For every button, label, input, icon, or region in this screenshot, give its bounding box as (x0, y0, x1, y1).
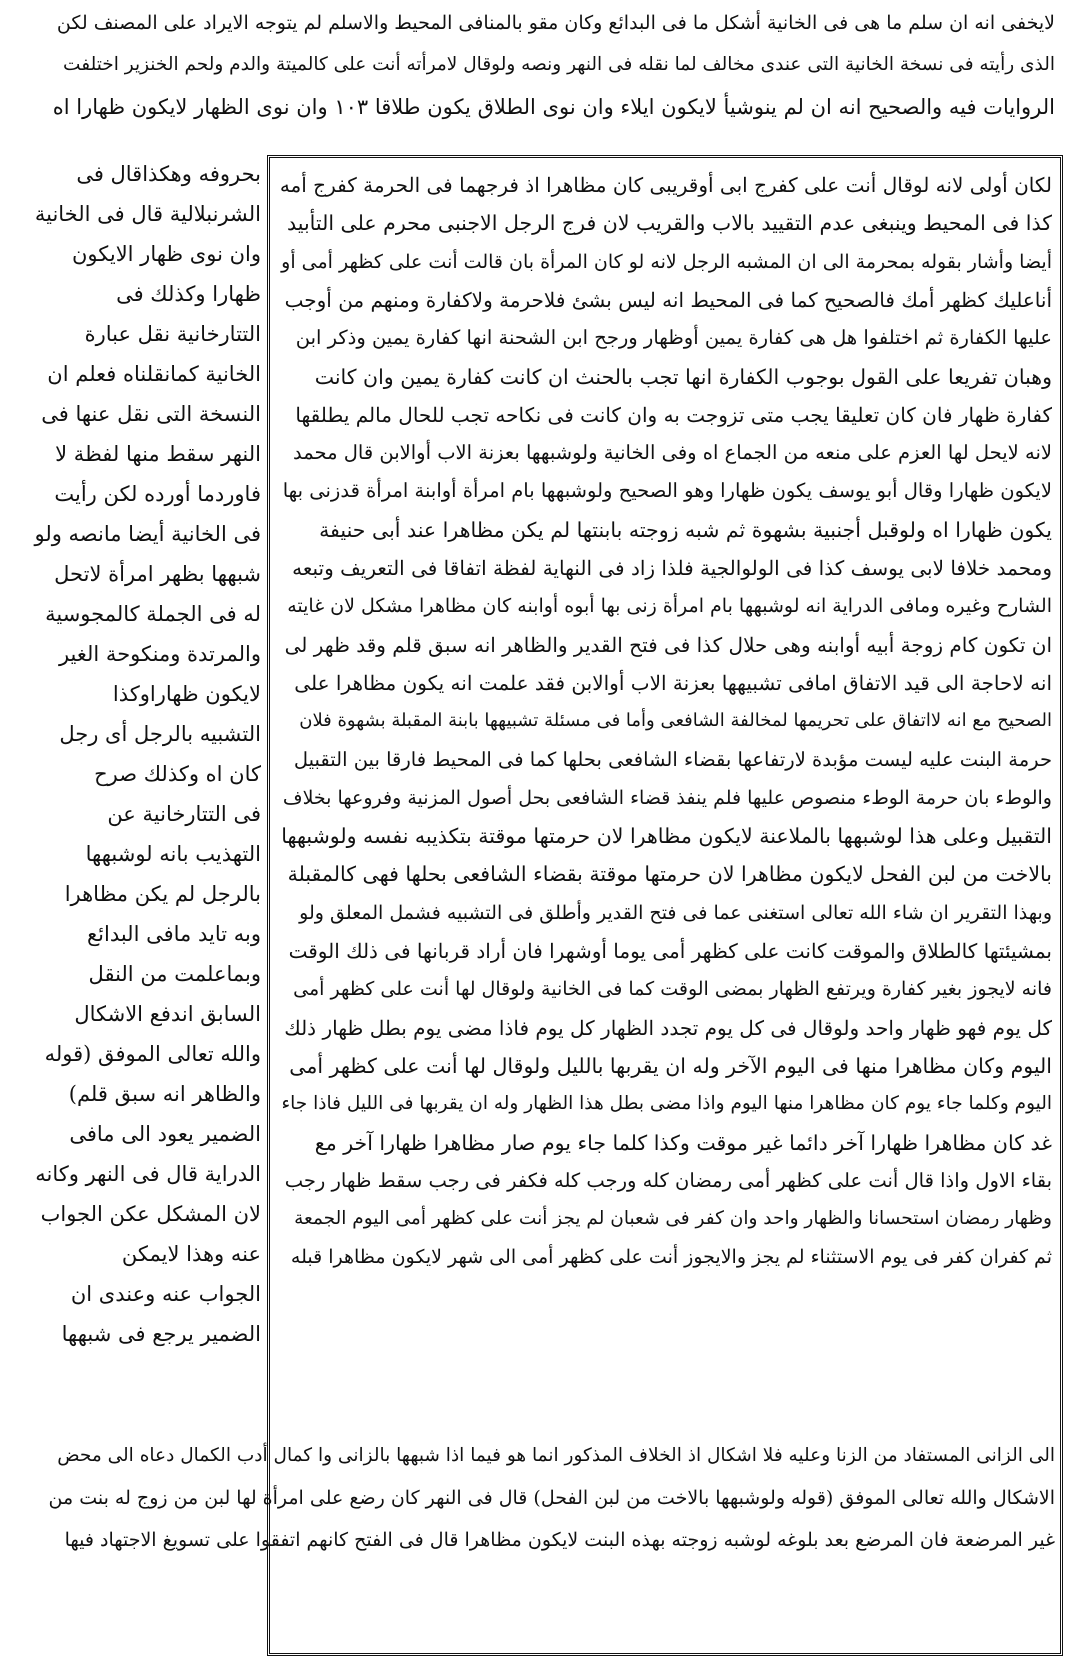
text-line: والوطء بان حرمة الوطء منصوص عليها فلم ينفذ قضاء الشافعى بحل أصول المزنية وفروعها بخلاف (282, 787, 1052, 809)
text-line: ان تكون كام زوجة أبيه أوابنه وهى حلال كذا فى فتح القدير والظاهر انه سبق قلم وقد ظهر لى (284, 633, 1052, 657)
text-line: حرمة البنت عليه ليست مؤبدة لارتفاعها بقضاء الشافعى بحلها كما فى المحيط فارقا بين التقبيل (293, 748, 1052, 771)
text-line: شبهها بظهر امرأة لاتحل (54, 562, 261, 586)
text-line: انه لاحاجة الى قيد الاتفاق امافى تشبيهها بعزنة الاب أوالابن فقد علمت انه يكون مظاهرا على (294, 671, 1052, 695)
text-line: عليها الكفارة ثم اختلفوا هل هى كفارة يمين أوظهار ورجح ابن الشحنة انها كفارة يمين وذكر ابن (295, 326, 1052, 349)
text-line: اليوم وكان مظاهرا منها فى اليوم الآخر وله ان يقربها بالليل ولوقال لها أنت على كظهر أمى (289, 1054, 1052, 1078)
text-line: فى التتارخانية عن (107, 802, 261, 826)
text-line: اليوم وكلما جاء يوم كان مظاهرا منها اليوم واذا مضى بطل هذا الظهار وله ان يقربها فى الليل فاذا جاء (281, 1093, 1052, 1114)
text-line: كان اه وكذلك صرح (94, 762, 261, 786)
text-line: الاشكال والله تعالى الموفق (قوله ولوشبهها بالاخت من لبن الفحل) قال فى النهر كان رضع على امرأة لها لبن من زوج له بنت من (48, 1487, 1055, 1509)
text-line: لانه لايحل لها العزم على منعه من الجماع اه وفى الخانية ولوشبهها بعزنة الاب أوالابن قال محمد (292, 441, 1052, 464)
text-line: بحروفه وهكذاقال فى (76, 162, 261, 186)
text-line: وظهار رمضان استحسانا والظهار واحد وان كفر فى شعبان لم يجز أنت على كظهر أمى اليوم الجمعة (294, 1208, 1052, 1229)
text-line: الصحيح مع انه لااتفاق على تحريمها لمخالفة الشافعى وأما فى مسئلة تشبيهها بابنة المقبلة بشهوة فلان (299, 710, 1052, 731)
text-line: بالاخت من لبن الفحل لايكون مظاهرا لان حرمتها موقتة بقضاء الشافعى بحلها فهى كالمقبلة (287, 862, 1052, 886)
text-line: وبماعلمت من النقل (88, 962, 261, 986)
text-line: كفارة ظهار فان كان تعليقا يجب متى تزوجت به وان كانت فى نكاحه تجب للحال مالم يطلقها (295, 403, 1052, 427)
text-line: النسخة التى نقل عنها فى (41, 402, 261, 426)
text-line: الشارح وغيره ومافى الدراية انه لوشبهها بام امرأة زنى بها أبوه أوابنه كان مظاهرا مشكل لان غايته (287, 595, 1052, 617)
text-line: لايكون ظهارا وقال أبو يوسف يكون ظهارا وهو الصحيح ولوشبهها بام امرأة أوابنة امرأة قدزنى بها (282, 479, 1052, 502)
text-line: الخانية كمانقلناه فعلم ان (47, 362, 261, 386)
text-line: فاوردما أورده لكن رأيت (54, 482, 261, 506)
text-line: يكون ظهارا اه ولوقبل أجنبية بشهوة ثم شبه زوجته بابنتها لم يكن مظاهرا عند أبى حنيفة (319, 518, 1052, 542)
text-line: لايكون ظهاراوكذا (112, 682, 261, 706)
text-line: ثم كفران كفر فى يوم الاستثناء لم يجز والايجوز أنت على كظهر أمى الى شهر لايكون مظاهرا قبله (290, 1246, 1052, 1268)
text-line: ومحمد خلافا لابى يوسف كذا فى الولوالجية فلذا زاد فى النهاية لفظة اتفاقا فى التعريف وتبعه (292, 556, 1052, 580)
text-line: الضمير يرجع فى شبهها (61, 1322, 261, 1346)
text-line: غير المرضعة فان المرضع بعد بلوغه لوشبه زوجته بهذه البنت لايكون مظاهرا قال فى الفتح كانهم اتفقوا على تسويغ الاجتهاد فيها (64, 1529, 1055, 1551)
text-line: الدراية قال فى النهر وكانه (35, 1162, 261, 1186)
text-line: ظهارا وكذلك فى (116, 282, 261, 306)
text-line: النهر سقط منها لفظة لا (55, 442, 261, 466)
text-line: الجواب عنه وعندى ان (70, 1282, 261, 1306)
text-line: التهذيب بانه لوشبهها (85, 842, 261, 866)
text-line: التتارخانية نقل عبارة (84, 322, 261, 346)
margin-commentary (8, 150, 261, 1660)
text-line: غد كان مظاهرا ظهارا آخر دائما غير موقت وكذا كلما جاء يوم صار مظاهرا ظهارا آخر مع (314, 1131, 1052, 1155)
text-line: وان نوى ظهار الايكون (71, 242, 261, 266)
text-line: التشبيه بالرجل أى رجل (59, 722, 261, 746)
text-line: الضمير يعود الى مافى (69, 1122, 261, 1146)
text-line: والظاهر انه سبق قلم) (68, 1082, 261, 1106)
text-line: لكان أولى لانه لوقال أنت على كفرج ابى أوقريبى كان مظاهرا اذ فرجهما فى الحرمة كفرج أمه (280, 173, 1052, 197)
text-line: له فى الجملة كالمجوسية (45, 602, 261, 626)
text-line: التقبيل وعلى هذا لوشبهها بالملاعنة لايكون مظاهرا لان حرمتها موقتة بتكذيبه نفسه ولوشبهها (281, 824, 1052, 848)
text-line: وبه تايد مافى البدائع (86, 922, 261, 946)
text-line: فى الخانية أيضا مانصه ولو (34, 522, 261, 546)
text-line: الشرنبلالية قال فى الخانية (34, 202, 261, 226)
text-line: كذا فى المحيط وينبغى عدم التقييد بالاب والقريب لان فرج الرجل الاجنبى محرم على التأبيد (287, 211, 1052, 235)
text-line: الذى رأيته فى نسخة الخانية التى عندى مخالف لما نقله فى النهر ونصه ولوقال لامرأته أنت على كالميتة والدم ولحم الخنزير اختلفت (63, 54, 1055, 75)
text-line: والله تعالى الموفق (قوله (44, 1042, 261, 1066)
text-line: عنه وهذا لايمكن (121, 1242, 261, 1266)
text-line: وهبان تفريعا على القول بوجوب الكفارة انها تجب بالحنث ان كانت كفارة يمين وان كانت (314, 365, 1052, 389)
text-line: كل يوم فهو ظهار واحد ولوقال فى كل يوم تجدد الظهار كل يوم فاذا مضى يوم بطل ظهار ذلك (284, 1016, 1052, 1040)
text-line: الروايات فيه والصحيح انه ان لم ينوشيأ لايكون ايلاء وان نوى الطلاق يكون طلاقا ١٠٣ وان نوى الظهار لايكون ظهارا اه (52, 95, 1055, 119)
text-line: وبهذا التقرير ان شاء الله تعالى استغنى عما فى فتح القدير وأطلق فى التشبيه فشمل المعلق ولو (299, 902, 1052, 924)
text-line: فانه لايجوز بغير كفارة ويرتفع الظهار بمضى الوقت كما فى الخانية ولوقال لها أنت على كظهر أمى (293, 978, 1052, 1000)
text-line: بالرجل لم يكن مظاهرا (64, 882, 261, 906)
text-line: السابق اندفع الاشكال (74, 1002, 261, 1026)
text-line: أناعليك كظهر أمك فالصحيح كما فى المحيط انه ليس بشئ فلاحرمة ولاكفارة ومنهم من أوجب (284, 288, 1052, 312)
text-line: والمرتدة ومنكوحة الغير (58, 642, 261, 666)
text-line: بقاء الاول واذا قال أنت على كظهر أمى رمضان كله ورجب كله فكفر فى رجب سقط ظهار رجب (284, 1169, 1052, 1192)
text-line: بمشيئتها كالطلاق والموقت كانت على كظهر أمى يوما أوشهرا فان أراد قربانها فى ذلك الوقت (288, 939, 1052, 963)
text-line: أيضا وأشار بقوله بمحرمة الى ان المشبه الرجل لانه لو كان المرأة بان قالت أنت على كظهر أمى أو (281, 251, 1052, 273)
text-line: لايخفى انه ان سلم ما هى فى الخانية أشكل ما فى البدائع وكان مقو بالمنافى المحيط والاسلم لم يتوجه الايراد على المصنف لكن (56, 12, 1055, 34)
text-line: لان المشكل عكن الجواب (40, 1202, 261, 1226)
text-line: الى الزانى المستفاد من الزنا وعليه فلا اشكال اذ الخلاف المذكور انما هو فيما اذا شبهها بالزانى وا كمال أدب الكمال دعاه الى محض (57, 1445, 1055, 1466)
main-text-frame (267, 155, 1063, 1656)
